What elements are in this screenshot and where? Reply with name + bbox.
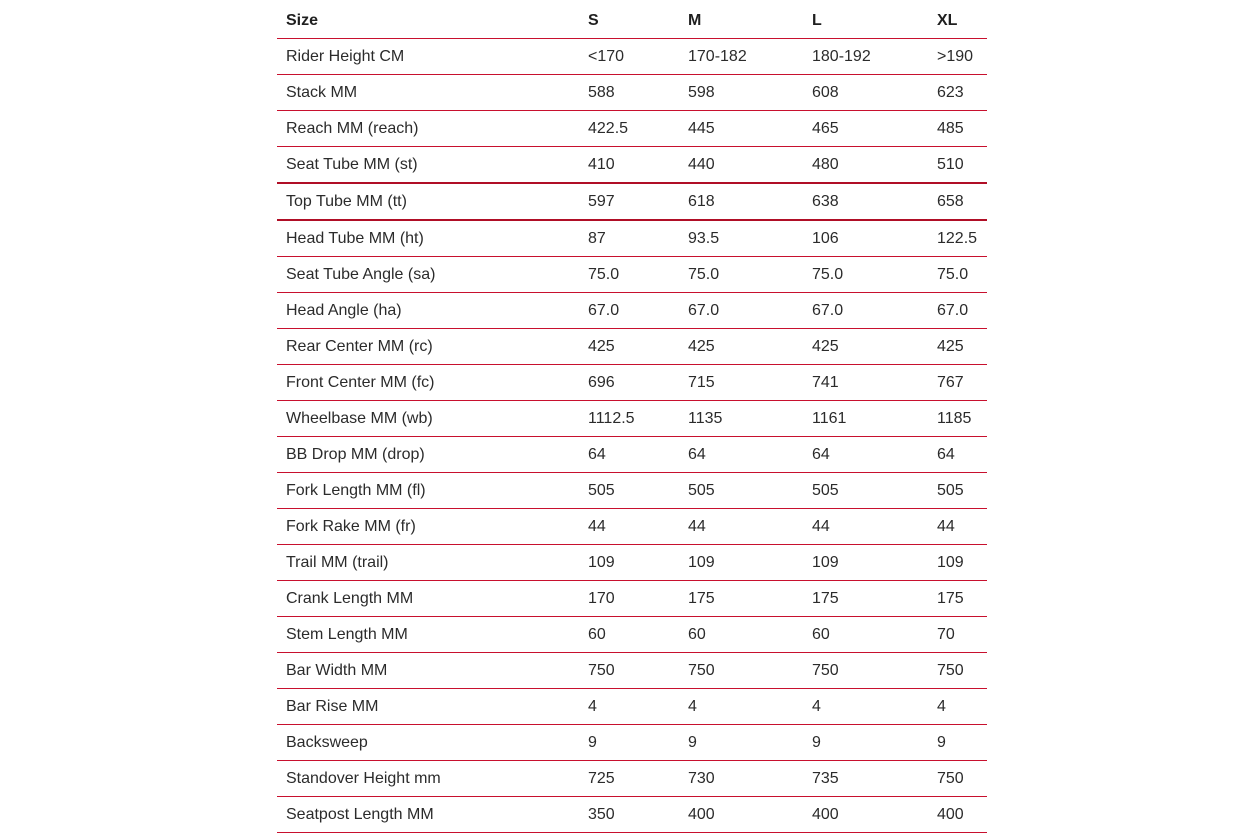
cell-m: 64: [679, 437, 803, 473]
cell-m: 445: [679, 111, 803, 147]
cell-xl: 64: [928, 437, 987, 473]
cell-l: 465: [803, 111, 928, 147]
table-row: [277, 689, 987, 725]
cell-s: 75.0: [579, 257, 679, 293]
cell-m: 505: [679, 473, 803, 509]
cell-xl: 9: [928, 725, 987, 761]
table-row: [277, 365, 987, 401]
cell-xl: 505: [928, 473, 987, 509]
cell-s: 60: [579, 617, 679, 653]
cell-s: 9: [579, 725, 679, 761]
cell-m: 75.0: [679, 257, 803, 293]
cell-l: 67.0: [803, 293, 928, 329]
cell-xl: 750: [928, 653, 987, 689]
header-size-label: Size: [277, 3, 579, 39]
cell-m: 4: [679, 689, 803, 725]
cell-xl: 175: [928, 581, 987, 617]
table-row: [277, 147, 987, 184]
cell-s: 597: [579, 183, 679, 220]
cell-xl: 4: [928, 689, 987, 725]
cell-l: 1161: [803, 401, 928, 437]
cell-l: 44: [803, 509, 928, 545]
row-label: Head Angle (ha): [277, 293, 579, 329]
cell-l: 109: [803, 545, 928, 581]
cell-s: <170: [579, 39, 679, 75]
cell-xl: 510: [928, 147, 987, 184]
row-label: Stem Length MM: [277, 617, 579, 653]
row-label: Fork Length MM (fl): [277, 473, 579, 509]
cell-l: 175: [803, 581, 928, 617]
table-row: [277, 75, 987, 111]
cell-l: 608: [803, 75, 928, 111]
table-row: [277, 581, 987, 617]
cell-m: 9: [679, 725, 803, 761]
table-row: [277, 797, 987, 833]
table-row: [277, 473, 987, 509]
cell-m: 715: [679, 365, 803, 401]
table-row: [277, 220, 987, 257]
cell-xl: 44: [928, 509, 987, 545]
cell-l: 741: [803, 365, 928, 401]
geometry-table: [277, 3, 987, 833]
cell-xl: 767: [928, 365, 987, 401]
cell-m: 175: [679, 581, 803, 617]
cell-m: 425: [679, 329, 803, 365]
cell-s: 696: [579, 365, 679, 401]
cell-s: 1112.5: [579, 401, 679, 437]
cell-s: 64: [579, 437, 679, 473]
cell-xl: 75.0: [928, 257, 987, 293]
header-size-m: M: [679, 3, 803, 39]
row-label: Crank Length MM: [277, 581, 579, 617]
table-row: [277, 725, 987, 761]
cell-l: 750: [803, 653, 928, 689]
row-label: Head Tube MM (ht): [277, 220, 579, 257]
cell-m: 750: [679, 653, 803, 689]
table-row: [277, 329, 987, 365]
cell-xl: >190: [928, 39, 987, 75]
table-header-row: [277, 3, 987, 39]
cell-m: 598: [679, 75, 803, 111]
table-row: [277, 437, 987, 473]
cell-s: 725: [579, 761, 679, 797]
cell-xl: 400: [928, 797, 987, 833]
row-label: Trail MM (trail): [277, 545, 579, 581]
row-label: Fork Rake MM (fr): [277, 509, 579, 545]
row-label: Standover Height mm: [277, 761, 579, 797]
row-label: Seat Tube MM (st): [277, 147, 579, 184]
cell-l: 106: [803, 220, 928, 257]
row-label: Seat Tube Angle (sa): [277, 257, 579, 293]
cell-m: 93.5: [679, 220, 803, 257]
cell-l: 480: [803, 147, 928, 184]
table-row: [277, 111, 987, 147]
cell-s: 505: [579, 473, 679, 509]
cell-m: 618: [679, 183, 803, 220]
header-size-xl: XL: [928, 3, 987, 39]
row-label: Wheelbase MM (wb): [277, 401, 579, 437]
cell-m: 109: [679, 545, 803, 581]
row-label: Bar Rise MM: [277, 689, 579, 725]
cell-s: 750: [579, 653, 679, 689]
cell-s: 350: [579, 797, 679, 833]
table-row: [277, 617, 987, 653]
cell-s: 44: [579, 509, 679, 545]
cell-m: 440: [679, 147, 803, 184]
cell-l: 60: [803, 617, 928, 653]
row-label: Bar Width MM: [277, 653, 579, 689]
cell-s: 109: [579, 545, 679, 581]
cell-l: 505: [803, 473, 928, 509]
table-row: [277, 183, 987, 220]
table-row: [277, 509, 987, 545]
cell-l: 64: [803, 437, 928, 473]
header-size-s: S: [579, 3, 679, 39]
cell-l: 9: [803, 725, 928, 761]
cell-l: 735: [803, 761, 928, 797]
cell-l: 400: [803, 797, 928, 833]
cell-xl: 623: [928, 75, 987, 111]
cell-xl: 122.5: [928, 220, 987, 257]
cell-m: 60: [679, 617, 803, 653]
header-size-l: L: [803, 3, 928, 39]
cell-m: 400: [679, 797, 803, 833]
cell-l: 638: [803, 183, 928, 220]
cell-l: 425: [803, 329, 928, 365]
row-label: Front Center MM (fc): [277, 365, 579, 401]
table-row: [277, 653, 987, 689]
cell-m: 44: [679, 509, 803, 545]
table-row: [277, 761, 987, 797]
cell-xl: 67.0: [928, 293, 987, 329]
cell-xl: 485: [928, 111, 987, 147]
cell-xl: 1185: [928, 401, 987, 437]
row-label: Stack MM: [277, 75, 579, 111]
cell-s: 588: [579, 75, 679, 111]
cell-xl: 658: [928, 183, 987, 220]
row-label: Rear Center MM (rc): [277, 329, 579, 365]
row-label: Rider Height CM: [277, 39, 579, 75]
cell-s: 170: [579, 581, 679, 617]
cell-l: 75.0: [803, 257, 928, 293]
cell-m: 170-182: [679, 39, 803, 75]
cell-s: 425: [579, 329, 679, 365]
cell-xl: 750: [928, 761, 987, 797]
cell-m: 730: [679, 761, 803, 797]
table-row: [277, 293, 987, 329]
cell-s: 4: [579, 689, 679, 725]
table-row: [277, 257, 987, 293]
row-label: Seatpost Length MM: [277, 797, 579, 833]
row-label: Reach MM (reach): [277, 111, 579, 147]
table-row: [277, 545, 987, 581]
cell-l: 4: [803, 689, 928, 725]
row-label: Backsweep: [277, 725, 579, 761]
cell-s: 410: [579, 147, 679, 184]
cell-xl: 70: [928, 617, 987, 653]
cell-m: 1135: [679, 401, 803, 437]
cell-m: 67.0: [679, 293, 803, 329]
row-label: Top Tube MM (tt): [277, 183, 579, 220]
cell-xl: 425: [928, 329, 987, 365]
cell-s: 67.0: [579, 293, 679, 329]
cell-s: 422.5: [579, 111, 679, 147]
cell-s: 87: [579, 220, 679, 257]
cell-xl: 109: [928, 545, 987, 581]
table-row: [277, 39, 987, 75]
row-label: BB Drop MM (drop): [277, 437, 579, 473]
cell-l: 180-192: [803, 39, 928, 75]
table-row: [277, 401, 987, 437]
